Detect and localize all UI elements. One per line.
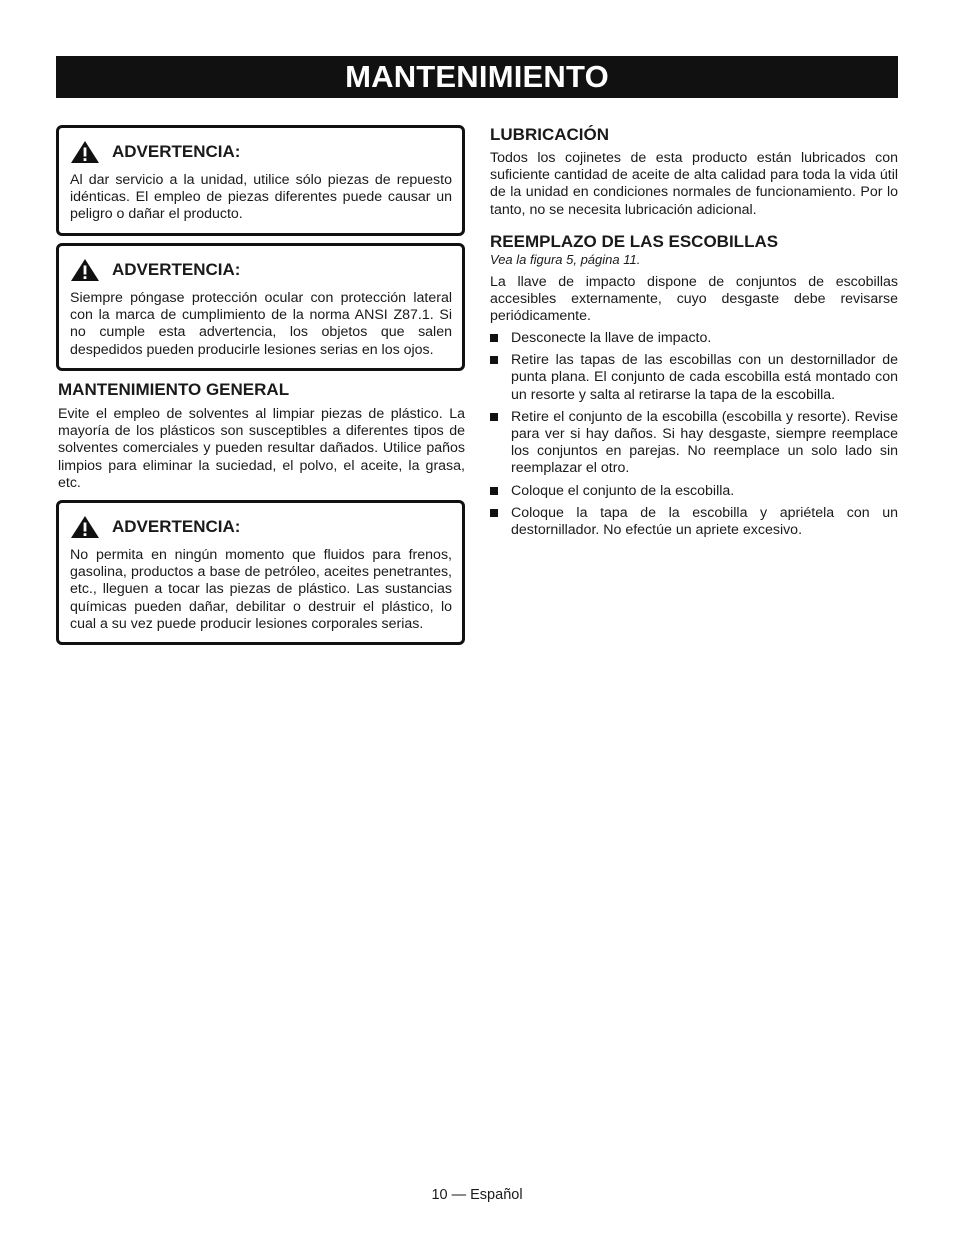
warning-heading: ADVERTENCIA:	[112, 142, 241, 161]
square-bullet	[490, 487, 498, 495]
warning-triangle-icon	[70, 515, 100, 539]
warning-header	[70, 258, 452, 282]
warning-text: Al dar servicio a la unidad, utilice sólo piezas de repuesto idénticas. El empleo de piezas diferentes puede causar un peligro o dañar el producto.	[70, 172, 452, 223]
warning-box-chemicals	[56, 500, 465, 645]
page-footer: 10 — Español	[431, 1187, 523, 1203]
page-title: MANTENIMIENTO	[56, 56, 898, 98]
general-maintenance-text: Evite el empleo de solventes al limpiar piezas de plástico. La mayoría de los plásticos son susceptibles a diferentes tipos de solventes comerciales y pueden resultar dañados. Utilice paños limpios para eliminar la suciedad, el polvo, el aceite, la grasa, etc.	[58, 406, 465, 491]
list-item: Retire el conjunto de la escobilla (escobilla y resorte). Revise para ver si hay daños. Si hay desgaste, siempre reemplace los conjuntos en parejas. No reemplace un solo lado sin reemplazar el otro.	[490, 409, 898, 478]
brush-replacement-heading: REEMPLAZO DE LAS ESCOBILLAS	[490, 232, 779, 251]
warning-heading: ADVERTENCIA:	[112, 260, 241, 279]
lubrication-heading: LUBRICACIÓN	[490, 125, 609, 144]
warning-heading: ADVERTENCIA:	[112, 517, 241, 536]
list-item: Desconecte la llave de impacto.	[490, 330, 898, 347]
brush-replacement-steps	[490, 330, 898, 544]
square-bullet	[490, 356, 498, 364]
list-item: Retire las tapas de las escobillas con un destornillador de punta plana. El conjunto de cada escobilla está montado con un resorte y salta al retirarse la tapa de la escobilla.	[490, 352, 898, 404]
square-bullet	[490, 413, 498, 421]
figure-reference: Vea la figura 5, página 11.	[490, 252, 641, 267]
lubrication-text: Todos los cojinetes de esta producto están lubricados con suficiente cantidad de aceite de alta calidad para toda la vida útil de la unidad en condiciones normales de funcionamiento. Por lo tanto, no se necesita lubricación adicional.	[490, 150, 898, 218]
warning-text: No permita en ningún momento que fluidos para frenos, gasolina, productos a base de petróleo, aceites penetrantes, etc., lleguen a tocar las piezas de plástico. Las sustancias químicas pueden dañar, debilitar o destruir el plástico, lo cual a su vez puede producir lesiones corporales serias.	[70, 547, 452, 632]
warning-triangle-icon	[70, 258, 100, 282]
warning-header	[70, 515, 452, 539]
general-maintenance-heading: MANTENIMIENTO GENERAL	[58, 380, 290, 399]
list-item: Coloque el conjunto de la escobilla.	[490, 483, 898, 500]
brush-replacement-intro: La llave de impacto dispone de conjuntos de escobillas accesibles externamente, cuyo desgaste debe revisarse periódicamente.	[490, 274, 898, 325]
square-bullet	[490, 509, 498, 517]
warning-triangle-icon	[70, 140, 100, 164]
list-item: Coloque la tapa de la escobilla y apriétela con un destornillador. No efectúe un apriete excesivo.	[490, 505, 898, 539]
warning-box-replacement-parts	[56, 125, 465, 236]
warning-box-eye-protection	[56, 243, 465, 371]
square-bullet	[490, 334, 498, 342]
warning-text: Siempre póngase protección ocular con protección lateral con la marca de cumplimiento de la norma ANSI Z87.1. Si no cumple esta advertencia, los objetos que salen despedidos pueden producirle lesiones serias en los ojos.	[70, 290, 452, 358]
warning-header	[70, 140, 452, 164]
